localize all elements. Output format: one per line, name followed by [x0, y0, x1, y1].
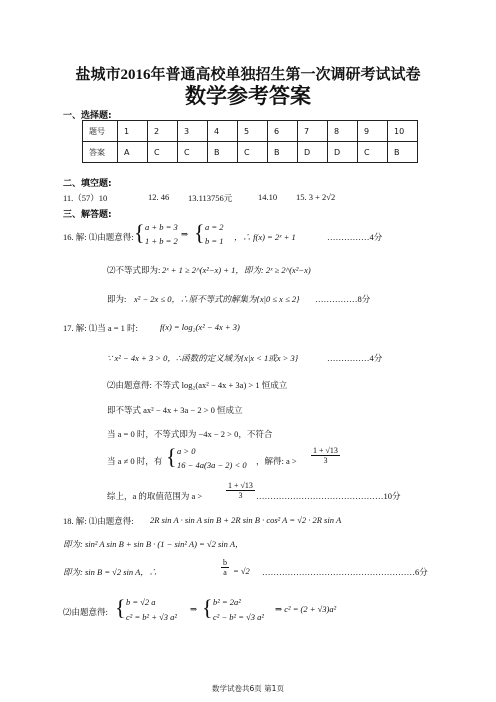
exam-title: 盐城市2016年普通高校单独招生第一次调研考试试卷	[75, 67, 421, 83]
question-number-cell: 10	[388, 121, 418, 142]
q17-domain: ∵ x² − 4x + 3 > 0，∴函数的定义域为{x|x < 1或x > 3}	[107, 353, 299, 363]
q16-solution-line: b = 1	[205, 236, 224, 246]
answer-cell: C	[238, 142, 268, 163]
q16-part2-label: ⑵不等式即为:	[107, 265, 161, 275]
table-row-numbers	[83, 121, 418, 142]
q17-solve-label: ，解得: a >	[256, 456, 297, 466]
fraction-numerator: 1 + √13	[228, 481, 253, 490]
score-mark: ………………………………………10分	[256, 491, 401, 501]
q17-system-line: a > 0	[177, 446, 196, 456]
fill-answer-15: 15. 3 + 2√2	[296, 192, 336, 202]
brace-symbol: {	[134, 220, 145, 245]
fraction-denominator: 3	[323, 456, 328, 465]
question-number-cell: 7	[298, 121, 328, 142]
q17-part2-line1: ⑵由题意得: 不等式 log₂(ax² − 4x + 3a) > 1 恒成立	[107, 380, 288, 390]
fill-answer-13: 13.113756元	[188, 193, 233, 203]
table-row-answers	[83, 142, 418, 163]
q18-ratio-value: = √2	[233, 566, 250, 576]
fraction-numerator: 1 + √13	[313, 446, 338, 455]
implies-symbol: ⇒	[181, 229, 189, 239]
answer-cell: B	[388, 142, 418, 163]
q17-part2-line2: 即不等式 ax² − 4x + 3a − 2 > 0 恒成立	[107, 405, 243, 415]
q17-conclusion-label: 综上，a 的取值范围为 a >	[107, 491, 203, 501]
fraction-denominator: a	[223, 568, 227, 577]
table-header-cell: 题号	[83, 121, 118, 142]
answer-cell: C	[358, 142, 388, 163]
section-heading-solutions: 三、解答题:	[63, 210, 112, 220]
q17-conclusion-fraction	[226, 481, 255, 500]
brace-symbol: {	[115, 595, 126, 620]
q17-system-line: 16 − 4a(3a − 2) < 0	[177, 460, 247, 470]
fraction-denominator: 3	[238, 491, 243, 500]
brace-symbol: {	[166, 444, 177, 469]
score-mark: ……………4分	[327, 353, 383, 363]
q18-label: 18. 解: ⑴由题意得:	[63, 516, 134, 526]
table-header-cell: 答案	[83, 142, 118, 163]
brace-symbol: {	[202, 595, 213, 620]
q17-label: 17. 解: ⑴当 a = 1 时:	[63, 323, 138, 333]
answer-cell: B	[268, 142, 298, 163]
section-heading-multiple-choice: 一、选择题:	[63, 111, 112, 121]
question-number-cell: 8	[328, 121, 358, 142]
answer-cell: C	[148, 142, 178, 163]
answer-table	[82, 120, 418, 163]
q18-line2: 即为: sin² A sin B + sin B · (1 − sin² A) = √2 sin A，	[63, 539, 244, 549]
question-number-cell: 9	[358, 121, 388, 142]
q18-system-line: c² = b² + √3 a²	[126, 612, 177, 622]
q16-part2b-label: 即为:	[107, 294, 127, 304]
fill-answer-11: 11.（57）10	[63, 193, 108, 203]
question-number-cell: 1	[118, 121, 148, 142]
q18-result: ⇒ c² = (2 + √3)a²	[275, 604, 337, 614]
question-number-cell: 2	[148, 121, 178, 142]
fill-answer-14: 14.10	[258, 192, 278, 202]
q16-part2b-expr: x² − 2x ≤ 0，∴原不等式的解集为{x|0 ≤ x ≤ 2}	[134, 294, 300, 304]
implies-symbol: ⇒	[190, 604, 198, 614]
page-footer: 数学试卷共6页 第1页	[212, 684, 284, 693]
q16-system-line: 1 + b = 2	[145, 236, 178, 246]
answer-cell: D	[328, 142, 358, 163]
q18-fraction	[221, 558, 229, 577]
q16-system-line: a + b = 3	[145, 222, 178, 232]
fraction-numerator: b	[223, 558, 227, 567]
q18-line3: 即为: sin B = √2 sin A，∴	[63, 567, 158, 577]
question-number-cell: 5	[238, 121, 268, 142]
q18-part2-label: ⑵由题意得:	[63, 607, 108, 617]
section-heading-fill-in: 二、填空题:	[63, 179, 112, 189]
answer-cell: C	[178, 142, 208, 163]
q18-system-line: b = √2 a	[126, 597, 156, 607]
q16-solution-line: a = 2	[205, 222, 224, 232]
brace-symbol: {	[194, 220, 205, 245]
score-mark: ………………………………………………6分	[262, 567, 428, 577]
q16-label: 16. 解: ⑴由题意得:	[63, 232, 134, 242]
q18-equation: 2R sin A · sin A sin B + 2R sin B · cos² A = √2 · 2R sin A	[150, 515, 342, 525]
q17-fraction	[311, 446, 340, 465]
q17-function: f(x) = log₂(x² − 4x + 3)	[160, 322, 240, 332]
answer-cell: B	[208, 142, 238, 163]
answer-cell: D	[298, 142, 328, 163]
fill-answer-12: 12. 46	[148, 192, 170, 202]
q17-part2-line3: 当 a = 0 时，不等式即为 −4x − 2 > 0，不符合	[107, 429, 273, 439]
answer-key-title: 数学参考答案	[185, 84, 311, 108]
question-number-cell: 4	[208, 121, 238, 142]
q18-system-line: c² − b² = √3 a²	[213, 612, 264, 622]
score-mark: ……………4分	[327, 232, 383, 242]
question-number-cell: 3	[178, 121, 208, 142]
q18-system-line: b² = 2a²	[213, 597, 241, 607]
q16-part2-expr: 2ˣ + 1 ≥ 2^(x²−x) + 1，即为: 2ˣ ≥ 2^(x²−x)	[162, 265, 311, 275]
q16-function: ，∴ f(x) = 2ˣ + 1	[234, 232, 296, 242]
q17-part2-case-label: 当 a ≠ 0 时，有	[107, 456, 163, 466]
question-number-cell: 6	[268, 121, 298, 142]
score-mark: ……………8分	[315, 294, 371, 304]
answer-cell: A	[118, 142, 148, 163]
